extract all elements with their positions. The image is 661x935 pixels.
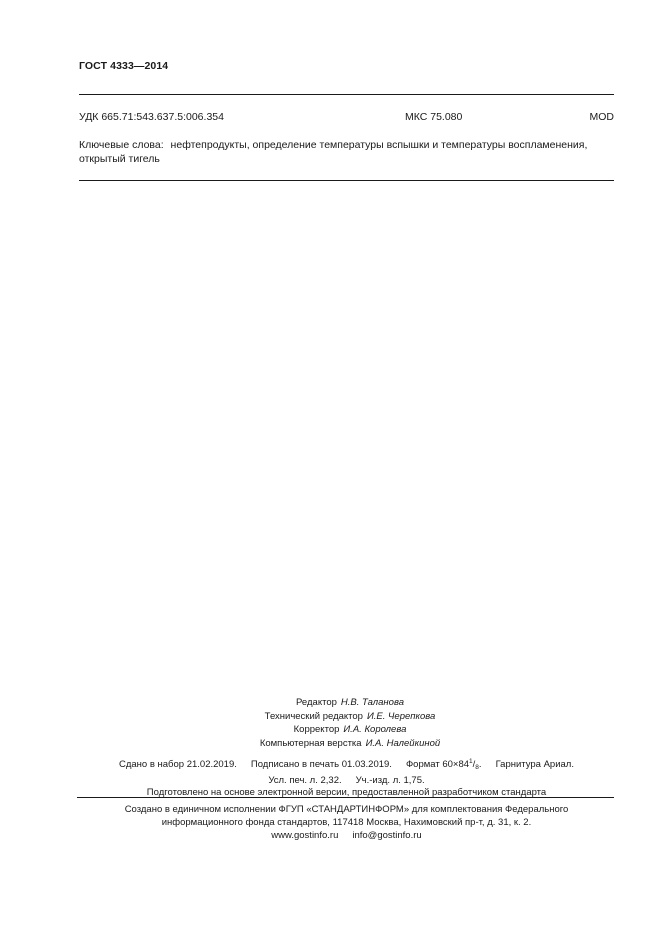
paper-format: Формат $60\times 84^1/_8$. — [405, 758, 482, 771]
typeface: Гарнитура Ариал. — [495, 759, 574, 770]
credit-person: И.А. Королева — [343, 724, 407, 735]
imprint-block — [79, 756, 614, 800]
edit-sheets: Уч.-изд. л. 1,75. — [355, 774, 425, 786]
document-code: ГОСТ 4333—2014 — [79, 60, 169, 72]
credit-person: И.А. Налейкиной — [365, 737, 441, 749]
credit-role: Корректор — [293, 724, 340, 735]
keywords-label: Ключевые слова: — [79, 139, 164, 151]
keywords-paragraph — [79, 138, 614, 166]
publisher-contacts — [79, 829, 614, 842]
credit-role: Компьютерная верстка — [259, 737, 362, 749]
email-link[interactable]: info@gostinfo.ru — [352, 830, 422, 841]
top-divider — [79, 94, 614, 95]
typeset-date: Сдано в набор 21.02.2019. — [118, 759, 237, 770]
credit-proofreader — [200, 723, 500, 737]
imprint-divider — [77, 797, 614, 798]
prepared-note: Подготовлено на основе электронной версии, предоставленной разработчиком стандарта — [146, 787, 547, 798]
publisher-line-2: информационного фонда стандартов, 117418 Москва, Нахимовский пр-т, д. 31, к. 2. — [161, 817, 532, 828]
print-sheets: Усл. печ. л. 2,32. — [268, 774, 342, 786]
credit-person: Н.В. Таланова — [340, 697, 404, 708]
publisher-block — [79, 803, 614, 842]
imprint-line-sheets — [79, 775, 614, 788]
website-link[interactable]: www.gostinfo.ru — [271, 830, 339, 841]
credit-editor — [200, 696, 500, 710]
credit-layout — [200, 737, 500, 751]
keywords-divider — [79, 180, 614, 181]
publisher-line-1: Создано в единичном исполнении ФГУП «СТАНДАРТИНФОРМ» для комплектования Федерального — [124, 804, 569, 815]
credits-block — [200, 696, 500, 750]
signed-date: Подписано в печать 01.03.2019. — [250, 759, 392, 770]
imprint-line-dates — [79, 756, 614, 775]
mks-code: МКС 75.080 — [405, 111, 463, 123]
classification-row — [79, 111, 614, 125]
credit-role: Технический редактор — [264, 710, 363, 722]
credit-tech-editor — [200, 710, 500, 724]
udk-code: УДК 665.71:543.637.5:006.354 — [79, 111, 224, 123]
modification-tag: MOD — [589, 111, 614, 123]
credit-person: И.Е. Черепкова — [366, 710, 436, 722]
keywords-text: нефтепродукты, определение температуры вспышки и температуры воспламенения, открытый тигель — [79, 139, 588, 165]
credit-role: Редактор — [296, 697, 337, 708]
